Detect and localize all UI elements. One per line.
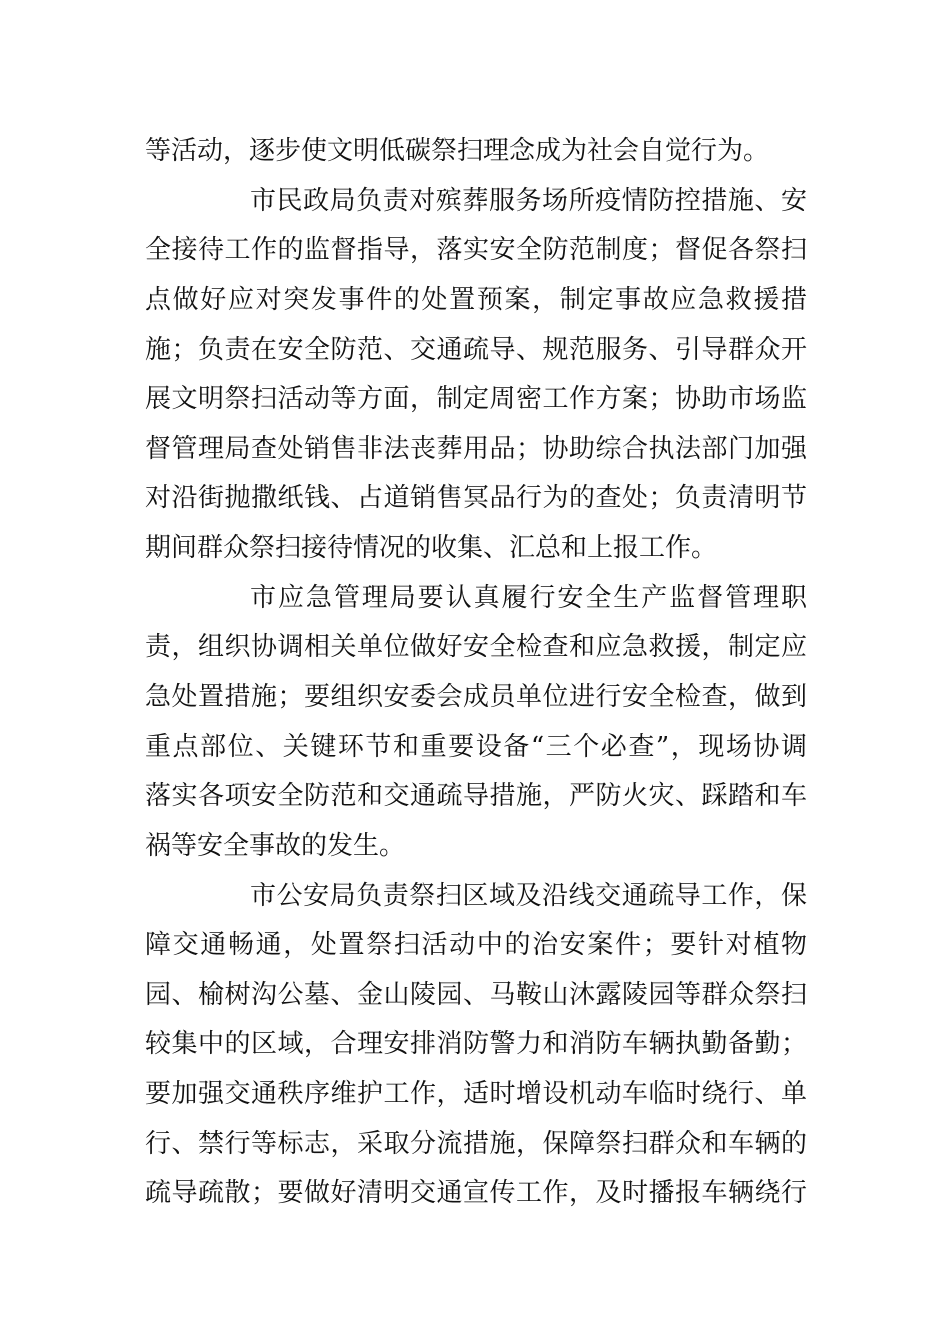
text-line: 对沿街抛撒纸钱、占道销售冥品行为的查处；负责清明节 [145,483,807,513]
text-line: 较集中的区域，合理安排消防警力和消防车辆执勤备勤； [145,1029,807,1059]
text-line: 点做好应对突发事件的处置预案，制定事故应急救援措 [145,285,807,315]
text-line: 督管理局查处销售非法丧葬用品；协助综合执法部门加强 [145,434,807,464]
text-line: 疏导疏散；要做好清明交通宣传工作，及时播报车辆绕行 [145,1178,807,1208]
text-line: 急处置措施；要组织安委会成员单位进行安全检查，做到 [145,682,807,712]
text-line: 祸等安全事故的发生。 [145,831,406,861]
text-line: 全接待工作的监督指导，落实安全防范制度；督促各祭扫 [145,235,807,265]
text-line: 重点部位、关键环节和重要设备“三个必查”，现场协调 [145,732,807,762]
text-line: 行、禁行等标志，采取分流措施，保障祭扫群众和车辆的 [145,1129,807,1159]
paragraph-start-line: 市应急管理局要认真履行安全生产监督管理职 [250,583,807,613]
text-line: 要加强交通秩序维护工作，适时增设机动车临时绕行、单 [145,1079,807,1109]
paragraph-start-line: 市民政局负责对殡葬服务场所疫情防控措施、安 [250,186,807,216]
text-line: 园、榆树沟公墓、金山陵园、马鞍山沐露陵园等群众祭扫 [145,980,807,1010]
paragraph-start-line: 市公安局负责祭扫区域及沿线交通疏导工作，保 [250,881,807,911]
text-line: 施；负责在安全防范、交通疏导、规范服务、引导群众开 [145,335,807,365]
text-line: 障交通畅通，处置祭扫活动中的治安案件；要针对植物 [145,930,807,960]
text-line: 责，组织协调相关单位做好安全检查和应急救援，制定应 [145,632,807,662]
text-line: 期间群众祭扫接待情况的收集、汇总和上报工作。 [145,533,718,563]
text-line: 展文明祭扫活动等方面，制定周密工作方案；协助市场监 [145,384,807,414]
text-line: 落实各项安全防范和交通疏导措施，严防火灾、踩踏和车 [145,781,807,811]
text-line: 等活动，逐步使文明低碳祭扫理念成为社会自觉行为。 [145,136,770,166]
